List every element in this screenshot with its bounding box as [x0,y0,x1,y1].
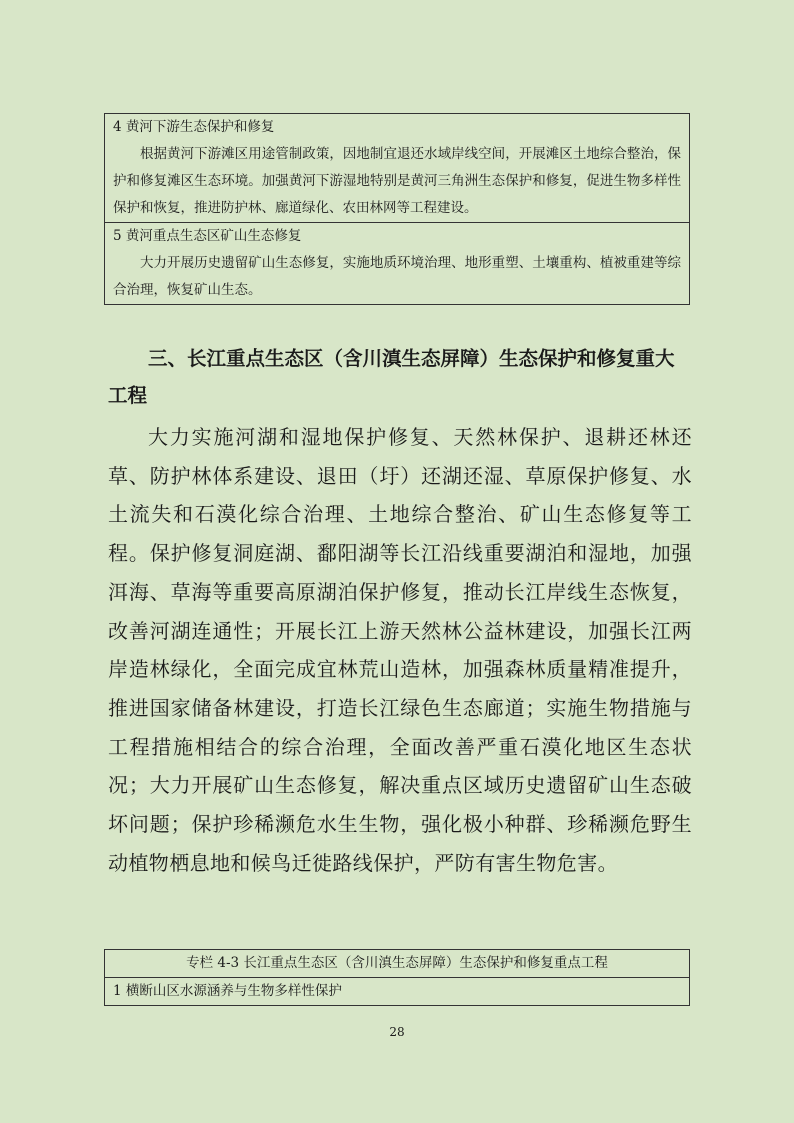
column-first-item: 1 横断山区水源涵养与生物多样性保护 [113,983,342,999]
section-body: 根据黄河下游滩区用途管制政策，因地制宜退还水域岸线空间，开展滩区土地综合整治，保护和修复滩区生态环境。加强黄河下游湿地特别是黄河三角洲生态保护和修复，促进生物多样性保护和恢复，推进防护林、廊道绿化、农田林网等工程建设。 [113,146,681,216]
section-body: 大力开展历史遗留矿山生态修复，实施地质环境治理、地形重塑、土壤重构、植被重建等综合治理，恢复矿山生态。 [113,255,681,298]
section-title: 4 黄河下游生态保护和修复 [113,119,275,135]
special-column-box-yellow-river [104,113,690,305]
section-lower-yellow-river [105,114,689,222]
section-mine-restoration [105,222,689,304]
section-title: 5 黄河重点生态区矿山生态修复 [113,228,302,244]
section-heading [108,340,692,414]
special-column-box-yangtze [104,949,690,1006]
body-paragraph: 大力实施河湖和湿地保护修复、天然林保护、退耕还林还草、防护林体系建设、退田（圩）还湖还湿、草原保护修复、水土流失和石漠化综合治理、土地综合整治、矿山生态修复等工程。保护修复洞庭湖、鄱阳湖等长江沿线重要湖泊和湿地，加强洱海、草海等重要高原湖泊保护修复，推动长江岸线生态恢复，改善河湖连通性；开展长江上游天然林公益林建设，加强长江两岸造林绿化，全面完成宜林荒山造林，加强森林质量精准提升，推进国家储备林建设，打造长江绿色生态廊道；实施生物措施与工程措施相结合的综合治理，全面改善严重石漠化地区生态状况；大力开展矿山生态修复，解决重点区域历史遗留矿山生态破坏问题；保护珍稀濒危水生生物，强化极小种群、珍稀濒危野生动植物栖息地和候鸟迁徙路线保护，严防有害生物危害。 [108,425,692,875]
section-heading-text: 三、长江重点生态区（含川滇生态屏障）生态保护和修复重大工程 [108,347,675,407]
column-banner: 专栏 4-3 长江重点生态区（含川滇生态屏障）生态保护和修复重点工程 [105,950,689,978]
page-number: 28 [389,1025,405,1039]
